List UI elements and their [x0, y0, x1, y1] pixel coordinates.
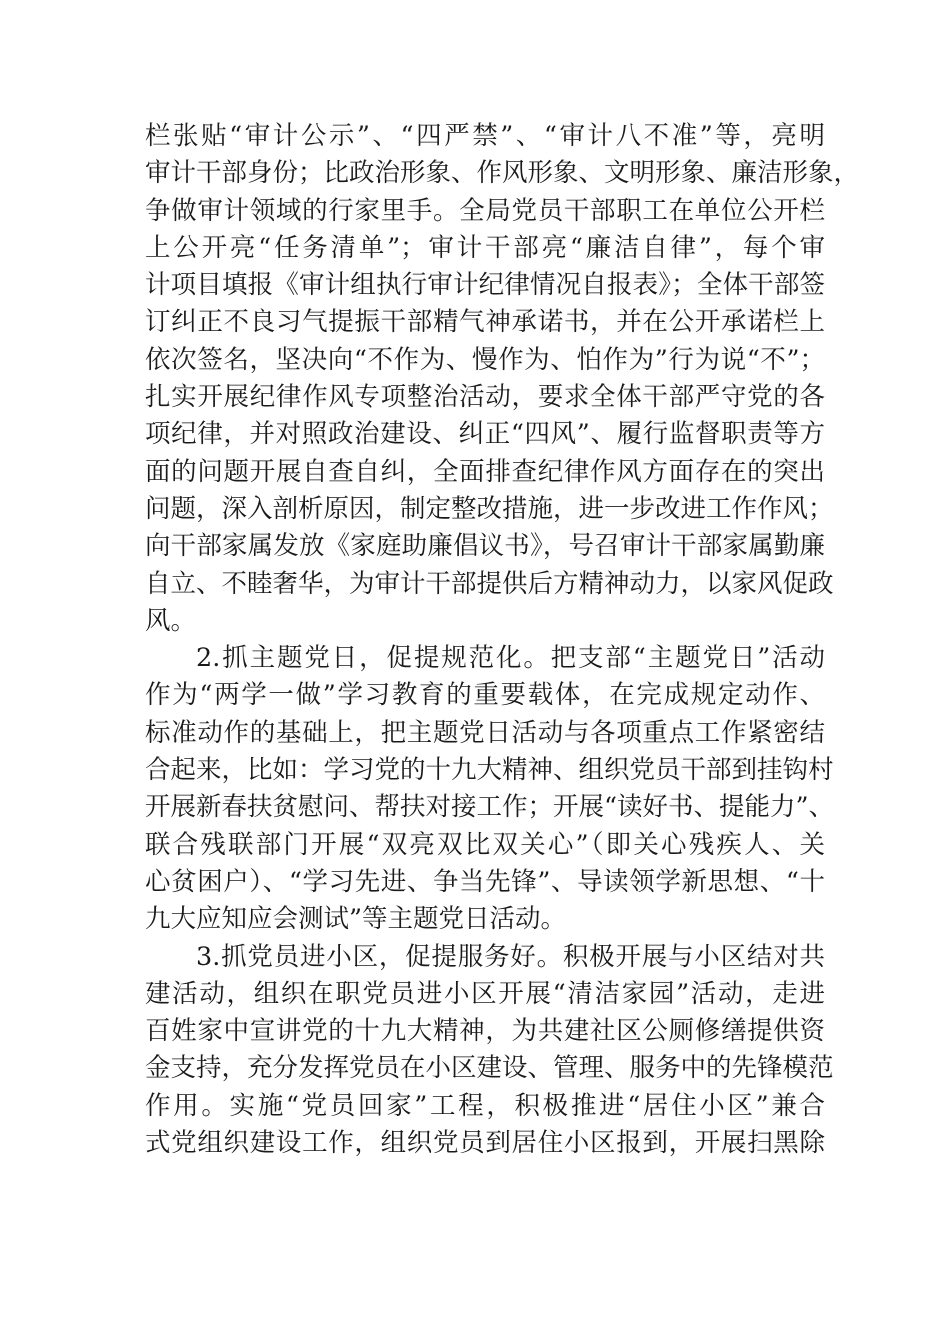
text-line: 心贫困户）、“学习先进、争当先锋”、导读领学新思想、“十 [145, 866, 825, 897]
document-body [145, 118, 860, 1162]
text-line: 自立、不睦奢华，为审计干部提供后方精神动力，以家风促政 [145, 568, 834, 599]
text-line: 合起来，比如：学习党的十九大精神、组织党员干部到挂钩村 [145, 755, 834, 786]
text-line: 式党组织建设工作，组织党员到居住小区报到，开展扫黑除 [145, 1128, 825, 1159]
text-line: 建活动，组织在职党员进小区开展“清洁家园”活动，走进 [145, 978, 825, 1009]
text-line: 项纪律，并对照政治建设、纠正“四风”、履行监督职责等方 [145, 419, 825, 450]
text-line: 作为“两学一做”学习教育的重要载体，在完成规定动作、 [145, 680, 825, 711]
text-line: 向干部家属发放《家庭助廉倡议书》，号召审计干部家属勤廉 [145, 531, 825, 562]
text-line: 扎实开展纪律作风专项整治活动，要求全体干部严守党的各 [145, 382, 825, 413]
text-line: 作用。实施“党员回家”工程，积极推进“居住小区”兼合 [145, 1090, 825, 1121]
text-line: 2.抓主题党日，促提规范化。把支部“主题党日”活动 [196, 643, 825, 674]
text-line: 上公开亮“任务清单”；审计干部亮“廉洁自律”，每个审 [145, 232, 825, 263]
text-line: 九大应知应会测试”等主题党日活动。 [145, 904, 567, 935]
paragraph-discipline [145, 118, 860, 640]
paragraph-theme-party-day [145, 640, 835, 938]
paragraph-community-service [145, 939, 834, 1163]
text-line: 联合残联部门开展“双亮双比双关心”（即关心残疾人、关 [145, 829, 825, 860]
text-line: 问题，深入剖析原因，制定整改措施，进一步改进工作作风； [145, 493, 834, 524]
text-line: 3.抓党员进小区，促提服务好。积极开展与小区结对共 [196, 941, 825, 972]
text-line: 争做审计领域的行家里手。全局党员干部职工在单位公开栏 [145, 195, 825, 226]
text-line: 风。 [145, 605, 197, 636]
text-line: 栏张贴“审计公示”、“四严禁”、“审计八不准”等，亮明 [145, 121, 825, 151]
text-line: 审计干部身份；比政治形象、作风形象、文明形象、廉洁形象， [145, 158, 860, 189]
text-line: 订纠正不良习气提振干部精气神承诺书，并在公开承诺栏上 [145, 307, 825, 338]
text-line: 百姓家中宣讲党的十九大精神，为共建社区公厕修缮提供资 [145, 1016, 825, 1047]
text-line: 金支持，充分发挥党员在小区建设、管理、服务中的先锋模范 [145, 1053, 834, 1084]
text-line: 计项目填报《审计组执行审计纪律情况自报表》；全体干部签 [145, 270, 825, 301]
text-line: 开展新春扶贫慰问、帮扶对接工作；开展“读好书、提能力”、 [145, 792, 835, 823]
text-line: 面的问题开展自查自纠，全面排查纪律作风方面存在的突出 [145, 456, 825, 487]
text-line: 依次签名，坚决向“不作为、慢作为、怕作为”行为说“不”； [145, 344, 825, 375]
text-line: 标准动作的基础上，把主题党日活动与各项重点工作紧密结 [145, 717, 825, 748]
